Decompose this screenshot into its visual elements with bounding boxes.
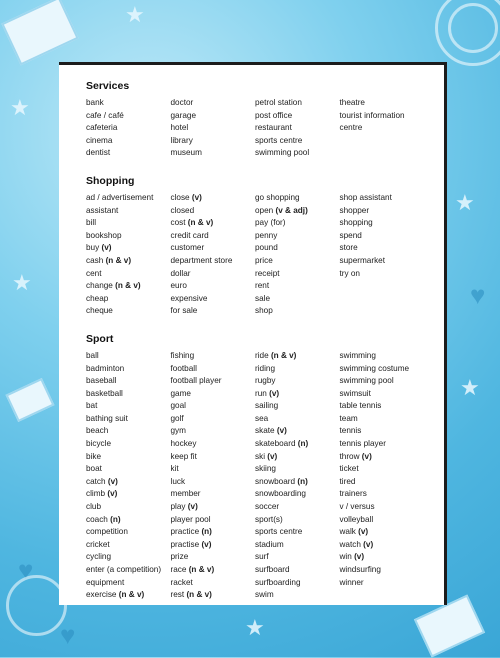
word-item: euro: [170, 281, 187, 291]
word-item: snowboarding: [255, 489, 306, 499]
word-item: gym: [170, 426, 186, 436]
word-item: tired: [339, 476, 356, 486]
word-item: catch (v): [86, 476, 118, 486]
word-item: win (v): [339, 552, 365, 562]
word-column: [171, 97, 256, 160]
word-item: goal: [170, 401, 186, 411]
word-item: cent: [86, 268, 102, 278]
section-title: Sport: [86, 332, 114, 345]
star-icon: ★: [455, 190, 475, 215]
word-item: penny: [255, 230, 278, 240]
word-item: exercise (n & v): [86, 590, 145, 600]
word-item: trainers: [339, 489, 367, 499]
section-title: Services: [86, 80, 130, 92]
word-item: receipt: [255, 268, 280, 278]
word-item: riding: [255, 363, 276, 373]
word-column: [86, 192, 171, 318]
word-item: snowboard (n): [255, 476, 308, 486]
word-item: ski (v): [255, 451, 278, 461]
word-item: member: [170, 489, 201, 499]
word-item: practice (n): [170, 527, 212, 537]
word-item: cafe / café: [86, 110, 124, 120]
envelope-decoration: [1, 0, 78, 65]
word-item: cricket: [86, 539, 110, 549]
word-item: assistant: [86, 205, 119, 215]
heart-icon: ♥: [60, 620, 76, 650]
word-columns: [86, 97, 438, 160]
word-item: sports centre: [255, 135, 303, 145]
word-item: cash (n & v): [86, 255, 132, 265]
word-item: skate (v): [255, 426, 287, 436]
word-item: cycling: [86, 552, 112, 562]
word-item: tennis player: [339, 439, 386, 449]
word-item: golf: [170, 413, 184, 423]
word-item: football player: [170, 376, 222, 386]
word-item: surfboard: [255, 565, 290, 574]
word-item: museum: [170, 148, 202, 158]
word-item: bookshop: [86, 230, 122, 240]
envelope-decoration: [6, 378, 55, 422]
word-item: bat: [86, 401, 98, 411]
word-column: [340, 350, 425, 602]
word-item: pay (for): [255, 218, 286, 228]
word-item: store: [339, 243, 358, 253]
word-column: [255, 350, 340, 602]
word-item: rest (n & v): [170, 590, 212, 600]
word-item: climb (v): [86, 489, 118, 499]
word-item: stadium: [255, 539, 284, 549]
word-item: practise (v): [170, 539, 212, 549]
word-item: swimming pool: [255, 148, 310, 158]
word-item: dollar: [170, 268, 191, 278]
word-item: fishing: [170, 350, 195, 360]
word-item: restaurant: [255, 123, 292, 133]
word-list: [86, 79, 438, 616]
word-item: swimming pool: [339, 376, 394, 386]
word-item: cheap: [86, 293, 109, 303]
word-item: cinema: [86, 135, 113, 145]
heart-icon: ♥: [18, 555, 34, 585]
word-item: bill: [86, 218, 97, 228]
circle-decoration: [435, 0, 500, 66]
word-item: credit card: [170, 230, 209, 240]
word-item: ticket: [339, 464, 359, 474]
word-item: soccer: [255, 502, 280, 512]
word-item: rugby: [255, 376, 276, 386]
word-item: winner: [339, 577, 364, 587]
word-item: hockey: [170, 439, 197, 449]
word-item: shop assistant: [339, 192, 392, 202]
word-item: football: [170, 363, 197, 373]
word-item: library: [170, 135, 193, 145]
word-item: hotel: [170, 123, 189, 133]
word-item: club: [86, 502, 102, 512]
section-sport: [86, 332, 438, 602]
word-item: watch (v): [339, 539, 374, 549]
word-item: cheque: [86, 306, 113, 316]
word-item: supermarket: [339, 255, 386, 265]
word-item: competition: [86, 527, 128, 537]
word-item: cost (n & v): [170, 218, 214, 228]
word-item: team: [339, 413, 358, 423]
word-item: table tennis: [339, 401, 382, 411]
word-item: buy (v): [86, 243, 112, 253]
word-column: [86, 350, 171, 602]
word-item: baseball: [86, 376, 117, 386]
word-item: surf: [255, 552, 269, 562]
word-column: [86, 97, 171, 160]
word-column: [255, 97, 340, 160]
word-item: badminton: [86, 363, 125, 373]
word-item: sports centre: [255, 527, 303, 537]
word-item: bike: [86, 451, 102, 461]
section-services: [86, 79, 438, 160]
word-item: try on: [339, 268, 360, 278]
word-item: shop: [255, 306, 273, 316]
word-item: equipment: [86, 577, 125, 587]
word-item: sport(s): [255, 514, 283, 524]
star-icon: ★: [10, 95, 30, 120]
word-item: dentist: [86, 148, 111, 158]
word-column: [171, 350, 256, 602]
word-item: walk (v): [339, 527, 369, 537]
word-columns: [86, 192, 438, 318]
word-item: price: [255, 255, 273, 265]
word-item: swimming costume: [339, 363, 410, 373]
word-item: ad / advertisement: [86, 192, 154, 202]
word-item: ball: [86, 350, 99, 360]
word-item: rent: [255, 281, 270, 291]
word-item: open (v & adj): [255, 205, 308, 215]
word-item: race (n & v): [170, 565, 215, 574]
word-item: luck: [170, 476, 186, 486]
word-item: run (v): [255, 388, 280, 398]
word-item: tourist information centre: [339, 110, 405, 133]
section-shopping: [86, 174, 438, 318]
word-item: go shopping: [255, 192, 300, 202]
word-item: for sale: [170, 306, 198, 316]
word-item: shopper: [339, 205, 370, 215]
word-item: doctor: [170, 98, 194, 107]
word-column: [171, 192, 256, 318]
word-column: [340, 97, 425, 160]
star-icon: ★: [245, 615, 265, 640]
word-item: change (n & v): [86, 281, 141, 291]
word-item: shopping: [339, 218, 373, 228]
word-item: cafeteria: [86, 123, 118, 133]
word-item: pound: [255, 243, 278, 253]
word-item: windsurfing: [339, 565, 381, 574]
word-item: throw (v): [339, 451, 372, 461]
word-item: swimming: [339, 350, 376, 360]
word-columns: [86, 350, 438, 602]
word-item: department store: [170, 255, 233, 265]
word-item: volleyball: [339, 514, 374, 524]
word-item: ride (n & v): [255, 350, 297, 360]
word-item: tennis: [339, 426, 362, 436]
section-title: Shopping: [86, 174, 135, 187]
word-item: post office: [255, 110, 293, 120]
word-item: beach: [86, 426, 109, 436]
word-item: kit: [170, 464, 179, 474]
word-item: keep fit: [170, 451, 197, 461]
word-item: sea: [255, 413, 269, 423]
word-item: bicycle: [86, 439, 112, 449]
word-item: petrol station: [255, 98, 302, 107]
word-item: skateboard (n): [255, 439, 309, 449]
circle-decoration: [448, 3, 498, 53]
word-item: skiing: [255, 464, 276, 474]
word-item: play (v): [170, 502, 198, 512]
word-item: spend: [339, 230, 362, 240]
word-item: sailing: [255, 401, 279, 411]
word-item: coach (n): [86, 514, 121, 524]
word-item: garage: [170, 110, 196, 120]
word-item: bathing suit: [86, 413, 128, 423]
word-item: enter (a competition): [86, 565, 162, 574]
word-item: v / versus: [339, 502, 375, 512]
word-item: racket: [170, 577, 193, 587]
word-item: boat: [86, 464, 102, 474]
word-item: prize: [170, 552, 189, 562]
word-item: surfboarding: [255, 577, 301, 587]
word-item: customer: [170, 243, 205, 253]
word-list-sheet: [59, 62, 447, 605]
word-item: basketball: [86, 388, 123, 398]
word-item: bank: [86, 98, 104, 107]
word-item: sale: [255, 293, 271, 303]
star-icon: ★: [125, 2, 145, 27]
word-item: close (v): [170, 192, 202, 202]
star-icon: ★: [12, 270, 32, 295]
word-item: player pool: [170, 514, 211, 524]
heart-icon: ♥: [470, 280, 486, 310]
word-item: game: [170, 388, 191, 398]
word-item: swimsuit: [339, 388, 371, 398]
word-item: swim: [255, 590, 274, 600]
word-item: theatre: [339, 98, 365, 107]
word-item: closed: [170, 205, 195, 215]
star-icon: ★: [460, 375, 480, 400]
word-column: [340, 192, 425, 318]
word-item: expensive: [170, 293, 208, 303]
circle-decoration: [6, 575, 67, 636]
word-column: [255, 192, 340, 318]
